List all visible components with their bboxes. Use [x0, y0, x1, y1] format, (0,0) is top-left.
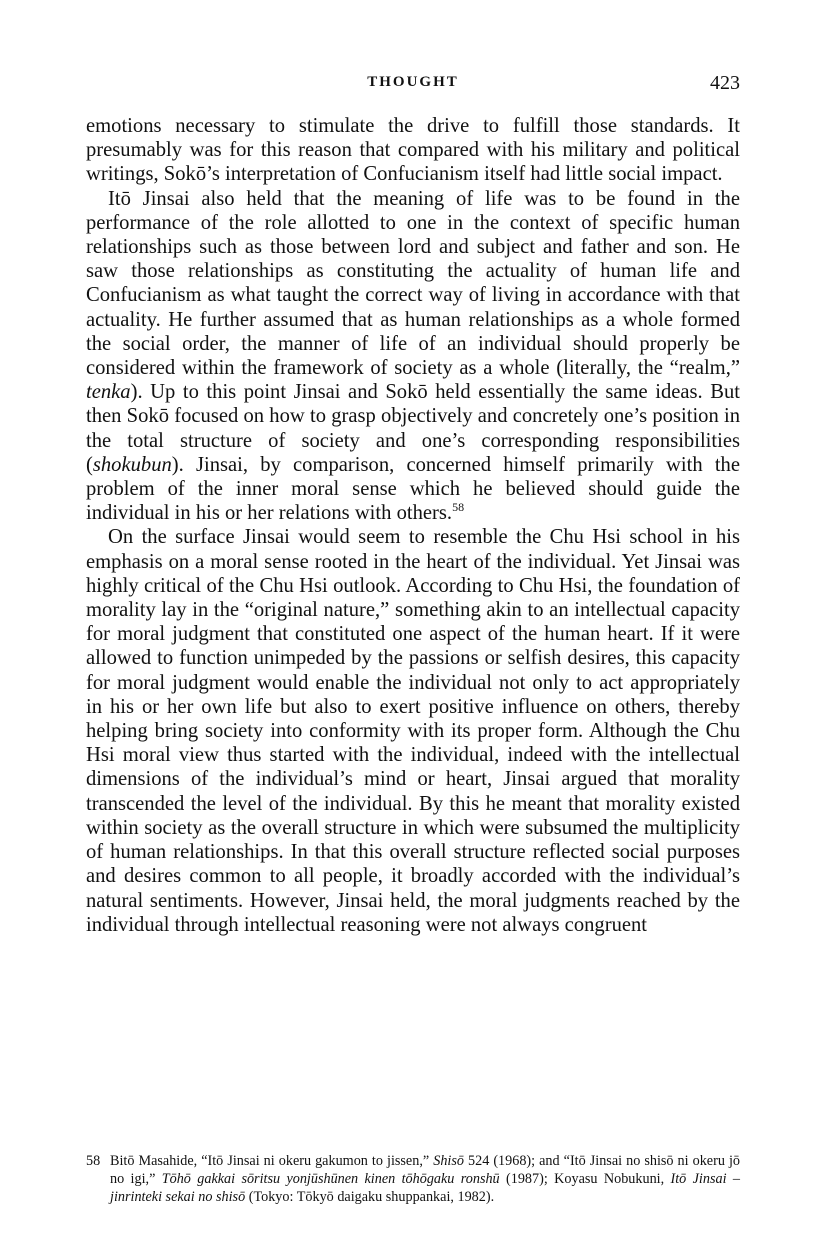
footnote-58 [86, 1152, 740, 1206]
paragraph-2-text-b: ). Up to this point Jinsai and Sokō held essentially the same ideas. But then Sokō focused on how to grasp objectively and concretely one’s position in the total structure of society and one’s corresponding responsibilities ( [86, 381, 740, 476]
paragraph-1: emotions necessary to stimulate the drive to fulfill those standards. It presumably was for this reason that compared with his military and political writings, Sokō’s interpretation of Confucianism itself had little social impact. [86, 115, 740, 186]
paragraph-2-text-a: Itō Jinsai also held that the meaning of life was to be found in the performance of the role allotted to one in the context of specific human relationships such as those between lord and subject and father and son. He saw those relationships as constituting the actuality of human life and Confucianism as what taught the correct way of living in accordance with that actuality. He further assumed that as human relationships as a whole formed the social order, the manner of life of an individual should properly be considered within the framework of society as a whole (literally, the “realm,” [86, 187, 740, 380]
footnote-text-4: (Tokyo: Tōkyō daigaku shuppankai, 1982). [245, 1189, 495, 1205]
running-head [86, 72, 740, 100]
body-text [86, 114, 740, 937]
footnote-journal-shiso: Shisō [433, 1153, 464, 1169]
footnote-book-title: Itō Jinsai – jinrinteki sekai no shisō [110, 1171, 740, 1205]
paragraph-2-text-c: ). Jinsai, by comparison, concerned himself primarily with the problem of the inner moral sense which he believed should guide the individual in his or her relations with others. [86, 453, 740, 525]
footnote-text-3: (1987); Koyasu Nobukuni, [499, 1171, 671, 1187]
footnote-reference: 58 [452, 500, 465, 515]
running-title: THOUGHT [367, 74, 459, 90]
term-tenka: tenka [86, 381, 131, 404]
paragraph-2 [86, 187, 740, 526]
paragraph-3: On the surface Jinsai would seem to resemble the Chu Hsi school in his emphasis on a moral sense rooted in the heart of the individual. Yet Jinsai was highly critical of the Chu Hsi outlook. According to Chu Hsi, the foundation of morality lay in the “original nature,” something akin to an intellectual capacity for moral judgment that constituted one aspect of the human heart. If it were allowed to function unimpeded by the passions or selfish desires, this capacity for moral judgment would enable the individual not only to act appropriately in his or her own life but also to exert positive influence on others, thereby helping bring society into conformity with its proper form. Although the Chu Hsi moral view thus started with the individual, indeed with the intellectual dimensions of the individual’s mind or heart, Jinsai argued that morality transcended the level of the individual. By this he meant that morality existed within society as the overall structure in which were subsumed the multiplicity of human relationships. In that this overall structure reflected social purposes and desires common to all people, it broadly accorded with the individual’s natural sentiments. However, Jinsai held, the moral judgments reached by the individual through intellectual reasoning were not always congruent [86, 526, 740, 936]
footnote-text-1: Bitō Masahide, “Itō Jinsai ni okeru gakumon to jissen,” [110, 1153, 434, 1169]
footnote-journal-toho: Tōhō gakkai sōritsu yonjūshūnen kinen tōhōgaku ronshū [161, 1171, 500, 1187]
page-number: 423 [710, 72, 740, 94]
term-shokubun: shokubun [92, 453, 172, 476]
footnote-text-2: 524 (1968); and “Itō Jinsai no shisō ni okeru jō no igi,” [110, 1153, 741, 1187]
footnotes [86, 1152, 740, 1206]
footnote-number: 58 [86, 1153, 101, 1169]
